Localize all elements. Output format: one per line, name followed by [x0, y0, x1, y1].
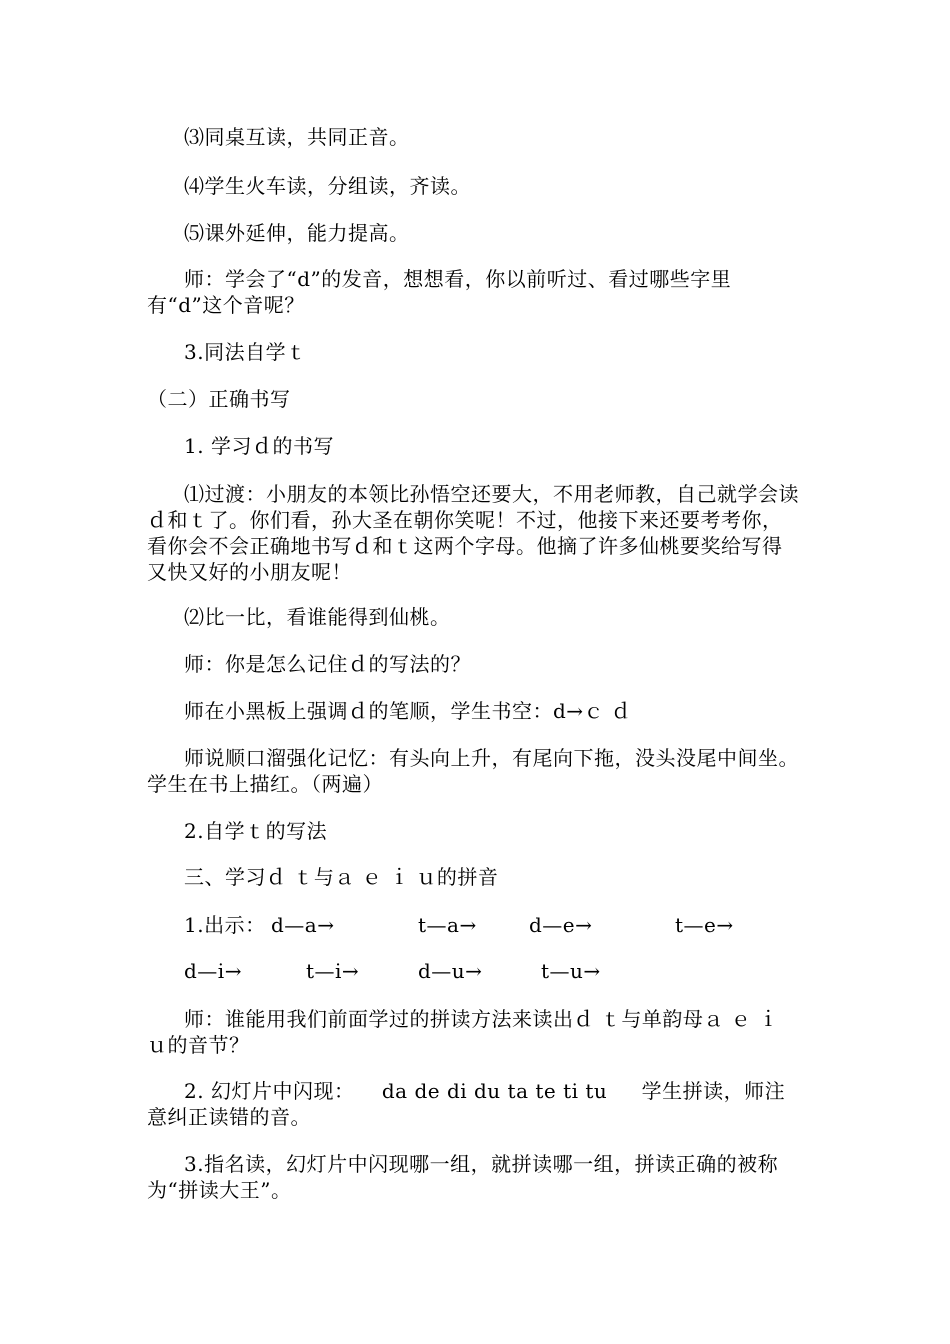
show-label: 1.出示： — [184, 913, 266, 937]
syllable-item: d—i→ — [184, 959, 242, 983]
paragraph-stroke-order: 师在小黑板上强调ｄ的笔顺，学生书空：d→ｃ ｄ — [184, 699, 632, 723]
syllable-item: t—u→ — [541, 959, 601, 983]
syllable-item: t—i→ — [306, 959, 360, 983]
paragraph-self-study-t: 3.同法自学ｔ — [184, 340, 307, 364]
subheading-learn-d-writing: 1. 学习ｄ的书写 — [184, 434, 334, 458]
paragraph-transition: ⑴过渡：小朋友的本领比孙悟空还要大，不用老师教，自己就学会读ｄ和ｔ了。你们看，孙大圣在朝你笑呢！不过，他接下来还要考考你，看你会不会正确地书写ｄ和ｔ这两个字母。他摘了许多仙桃要奖给写得又快又好的小朋友呢！ — [147, 482, 799, 584]
syllable-item: d—u→ — [418, 959, 483, 983]
paragraph-slides-flash: 2. 幻灯片中闪现： da de di du ta te ti tu 学生拼读，师注意纠正读错的音。 — [147, 1079, 786, 1129]
section-heading-pinyin: 三、学习ｄ ｔ与ａ ｅ ｉ ｕ的拼音 — [184, 865, 499, 889]
paragraph-train-reading: ⑷学生火车读，分组读，齐读。 — [184, 174, 471, 198]
section-heading-correct-writing: （二）正确书写 — [147, 387, 291, 411]
syllable-item: d—e→ — [529, 913, 593, 937]
paragraph-teacher-question-d: 师：学会了“d”的发音，想想看，你以前听过、看过哪些字里有“d”这个音呢？ — [147, 267, 732, 317]
syllable-item: t—a→ — [418, 913, 477, 937]
paragraph-name-reading: 3.指名读，幻灯片中闪现哪一组，就拼读哪一组，拼读正确的被称为“拼读大王”。 — [147, 1152, 779, 1202]
paragraph-rhyme: 师说顺口溜强化记忆：有头向上升，有尾向下拖，没头没尾中间坐。 学生在书上描红。（两遍） — [147, 746, 813, 796]
syllable-item: d—a→ — [271, 913, 335, 937]
paragraph-self-study-t-writing: 2.自学ｔ的写法 — [184, 819, 328, 843]
paragraph-compare: ⑵比一比，看谁能得到仙桃。 — [184, 605, 451, 629]
paragraph-teacher-question-writing: 师：你是怎么记住ｄ的写法的？ — [184, 652, 471, 676]
paragraph-peer-reading: ⑶同桌互读，共同正音。 — [184, 125, 410, 149]
paragraph-teacher-question-spelling: 师：谁能用我们前面学过的拼读方法来读出ｄ ｔ与单韵母ａ ｅ ｉ ｕ的音节？ — [147, 1007, 786, 1057]
paragraph-extension: ⑸课外延伸，能力提高。 — [184, 221, 410, 245]
syllable-item: t—e→ — [675, 913, 734, 937]
